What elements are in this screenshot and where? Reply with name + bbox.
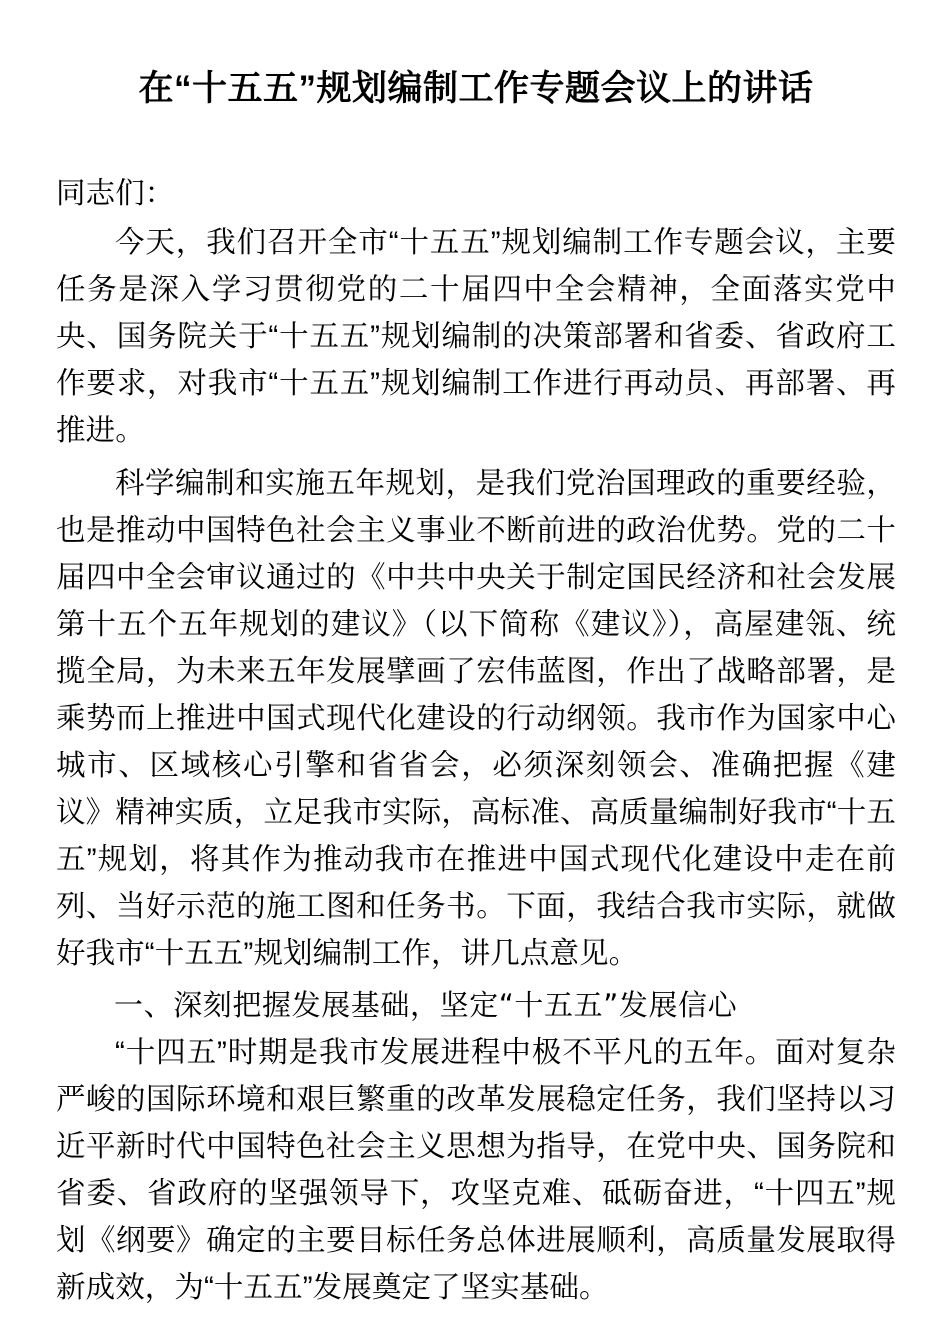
paragraph-2: 科学编制和实施五年规划，是我们党治国理政的重要经验，也是推动中国特色社会主义事业不断前进的政治优势。党的二十届四中全会审议通过的《中共中央关于制定国民经济和社会发展第十五个五年规划的建议》（以下简称《建议》），高屋建瓴、统揽全局，为未来五年发展擘画了宏伟蓝图，作出了战略部署，是乘势而上推进中国式现代化建设的行动纲领。我市作为国家中心城市、区域核心引擎和省省会，必须深刻领会、准确把握《建议》精神实质，立足我市实际，高标准、高质量编制好我市“十五五”规划，将其作为推动我市在推进中国式现代化建设中走在前列、当好示范的施工图和任务书。下面，我结合我市实际，就做好我市“十五五”规划编制工作，讲几点意见。 [56, 467, 896, 970]
document-body [56, 0, 896, 1311]
salutation-line: 同志们： [56, 177, 175, 210]
page-title: 在“十五五”规划编制工作专题会议上的讲话 [138, 69, 814, 108]
paragraph-1: 今天，我们召开全市“十五五”规划编制工作专题会议，主要任务是深入学习贯彻党的二十届四中全会精神，全面落实党中央、国务院关于“十五五”规划编制的决策部署和省委、省政府工作要求，对我市“十五五”规划编制工作进行再动员、再部署、再推进。 [56, 226, 896, 447]
section-heading-1: 一、深刻把握发展基础，坚定“十五五”发展信心 [114, 988, 738, 1022]
section-1-paragraph-1: “十四五”时期是我市发展进程中极不平凡的五年。面对复杂严峻的国际环境和艰巨繁重的改革发展稳定任务，我们坚持以习近平新时代中国特色社会主义思想为指导，在党中央、国务院和省委、省政府的坚强领导下，攻坚克难、砥砺奋进，“十四五”规划《纲要》确定的主要目标任务总体进展顺利，高质量发展取得新成效，为“十五五”发展奠定了坚实基础。 [56, 1036, 896, 1304]
